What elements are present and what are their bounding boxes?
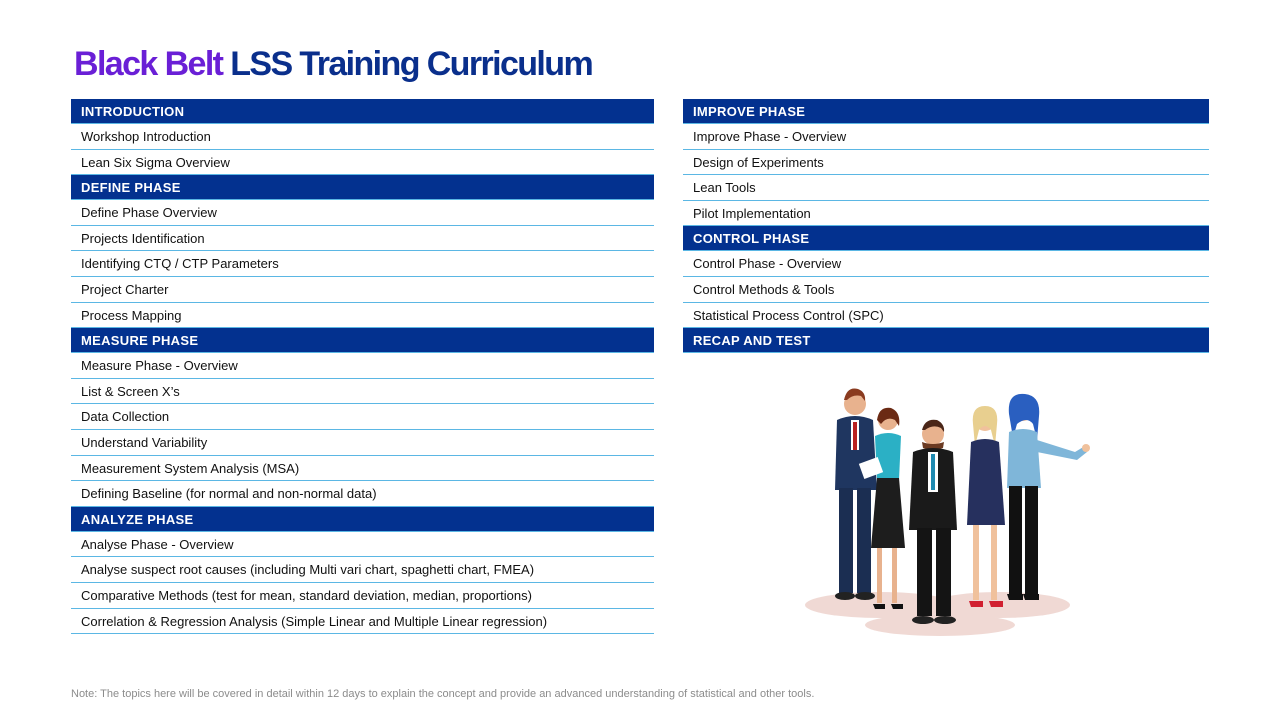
topic-item: Measure Phase - Overview <box>71 353 654 379</box>
title-part-black-belt: Black Belt <box>74 45 223 83</box>
topic-item: List & Screen X’s <box>71 379 654 405</box>
left-curriculum-table <box>71 99 654 634</box>
topic-item: Lean Tools <box>683 175 1209 201</box>
topic-item: Define Phase Overview <box>71 200 654 226</box>
section-header-improve: IMPROVE PHASE <box>683 99 1209 124</box>
topic-item: Correlation & Regression Analysis (Simple Linear and Multiple Linear regression) <box>71 609 654 635</box>
topic-item: Design of Experiments <box>683 150 1209 176</box>
section-header-measure: MEASURE PHASE <box>71 328 654 353</box>
topic-item: Workshop Introduction <box>71 124 654 150</box>
topic-item: Statistical Process Control (SPC) <box>683 303 1209 329</box>
topic-item: Improve Phase - Overview <box>683 124 1209 150</box>
topic-item: Project Charter <box>71 277 654 303</box>
topic-item: Control Phase - Overview <box>683 251 1209 277</box>
footnote: Note: The topics here will be covered in detail within 12 days to explain the concept and provide an advanced understanding of statistical and other tools. <box>71 688 815 700</box>
topic-item: Comparative Methods (test for mean, standard deviation, median, proportions) <box>71 583 654 609</box>
section-header-analyze: ANALYZE PHASE <box>71 507 654 532</box>
topic-item: Pilot Implementation <box>683 201 1209 227</box>
business-team-illustration-icon <box>795 380 1095 640</box>
topic-item: Identifying CTQ / CTP Parameters <box>71 251 654 277</box>
right-curriculum-table <box>683 99 1209 353</box>
section-header-define: DEFINE PHASE <box>71 175 654 200</box>
section-header-introduction: INTRODUCTION <box>71 99 654 124</box>
topic-item: Defining Baseline (for normal and non-normal data) <box>71 481 654 507</box>
topic-item: Projects Identification <box>71 226 654 252</box>
topic-item: Analyse suspect root causes (including Multi vari chart, spaghetti chart, FMEA) <box>71 557 654 583</box>
topic-item: Data Collection <box>71 404 654 430</box>
title-part-curriculum: LSS Training Curriculum <box>230 45 593 83</box>
page-title <box>74 42 592 86</box>
section-header-control: CONTROL PHASE <box>683 226 1209 251</box>
topic-item: Lean Six Sigma Overview <box>71 150 654 176</box>
topic-item: Control Methods & Tools <box>683 277 1209 303</box>
topic-item: Understand Variability <box>71 430 654 456</box>
topic-item: Measurement System Analysis (MSA) <box>71 456 654 482</box>
topic-item: Process Mapping <box>71 303 654 329</box>
section-header-recap: RECAP AND TEST <box>683 328 1209 353</box>
topic-item: Analyse Phase - Overview <box>71 532 654 558</box>
